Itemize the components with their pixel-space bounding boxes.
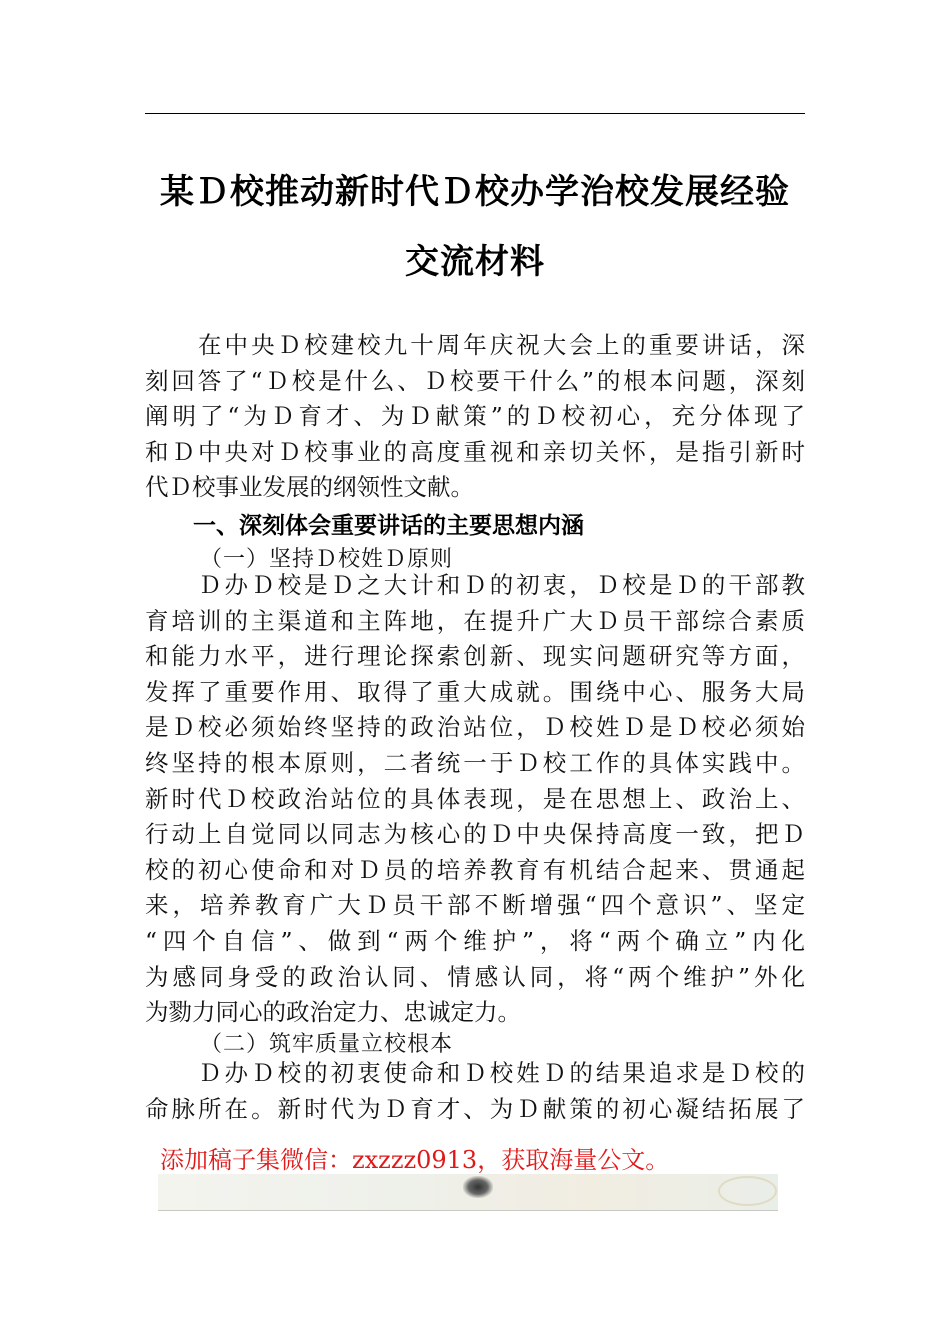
paragraph-line: 阐明了“为Ｄ育才、为Ｄ献策”的Ｄ校初心，充分体现了 (145, 402, 805, 431)
paragraph-line: 为勠力同心的政治定力、忠诚定力。 (145, 998, 521, 1027)
paragraph-line: 育培训的主渠道和主阵地，在提升广大Ｄ员干部综合素质 (145, 606, 805, 635)
paragraph-line: 是Ｄ校必须始终坚持的政治站位，Ｄ校姓Ｄ是Ｄ校必须始 (145, 713, 805, 742)
paragraph-line: 和能力水平，进行理论探索创新、现实问题研究等方面， (145, 642, 805, 671)
document-title-line-1: 某Ｄ校推动新时代Ｄ校办学治校发展经验 (160, 172, 790, 212)
intro-paragraph (145, 328, 805, 506)
subsection-heading: （一）坚持Ｄ校姓Ｄ原则 (200, 547, 454, 572)
ink-blot-decoration (463, 1176, 493, 1198)
paragraph-line: Ｄ办Ｄ校的初衷使命和Ｄ校姓Ｄ的结果追求是Ｄ校的 (145, 1059, 805, 1087)
paragraph-line: 代Ｄ校事业发展的纲领性文献。 (145, 473, 474, 502)
section-heading: 一、深刻体会重要讲话的主要思想内涵 (193, 513, 584, 539)
paragraph-line: 和Ｄ中央对Ｄ校事业的高度重视和亲切关怀，是指引新时 (145, 437, 805, 466)
paragraph-line: “四个自信”、做到“两个维护”，将“两个确立”内化 (145, 926, 805, 955)
paragraph-line: 在中央Ｄ校建校九十周年庆祝大会上的重要讲话，深 (145, 331, 805, 359)
document-title-line-2: 交流材料 (405, 242, 545, 282)
header-rule (145, 113, 805, 114)
promo-watermark-text: 添加稿子集微信：zxzzz0913，获取海量公文。 (160, 1146, 670, 1174)
paragraph-line: 终坚持的根本原则，二者统一于Ｄ校工作的具体实践中。 (145, 748, 805, 777)
paragraph-line: 为感同身受的政治认同、情感认同，将“两个维护”外化 (145, 962, 805, 991)
paragraph-line: 命脉所在。新时代为Ｄ育才、为Ｄ献策的初心凝结拓展了 (145, 1094, 805, 1123)
paragraph-line: Ｄ办Ｄ校是Ｄ之大计和Ｄ的初衷，Ｄ校是Ｄ的干部教 (145, 571, 805, 599)
subsection-heading: （二）筑牢质量立校根本 (200, 1032, 454, 1057)
body-paragraph-2 (145, 1056, 805, 1127)
paragraph-line: 行动上自觉同以同志为核心的Ｄ中央保持高度一致，把Ｄ (145, 820, 805, 849)
paragraph-line: 来，培养教育广大Ｄ员干部不断增强“四个意识”、坚定 (145, 891, 805, 920)
paragraph-line: 刻回答了“Ｄ校是什么、Ｄ校要干什么”的根本问题，深刻 (145, 366, 805, 395)
paragraph-line: 校的初心使命和对Ｄ员的培养教育有机结合起来、贯通起 (145, 855, 805, 884)
paragraph-line: 发挥了重要作用、取得了重大成就。围绕中心、服务大局 (145, 677, 805, 706)
paragraph-line: 新时代Ｄ校政治站位的具体表现，是在思想上、政治上、 (145, 784, 805, 813)
body-paragraph-1 (145, 568, 805, 1031)
swirl-decoration (718, 1176, 777, 1206)
decorative-image-strip (158, 1174, 778, 1211)
